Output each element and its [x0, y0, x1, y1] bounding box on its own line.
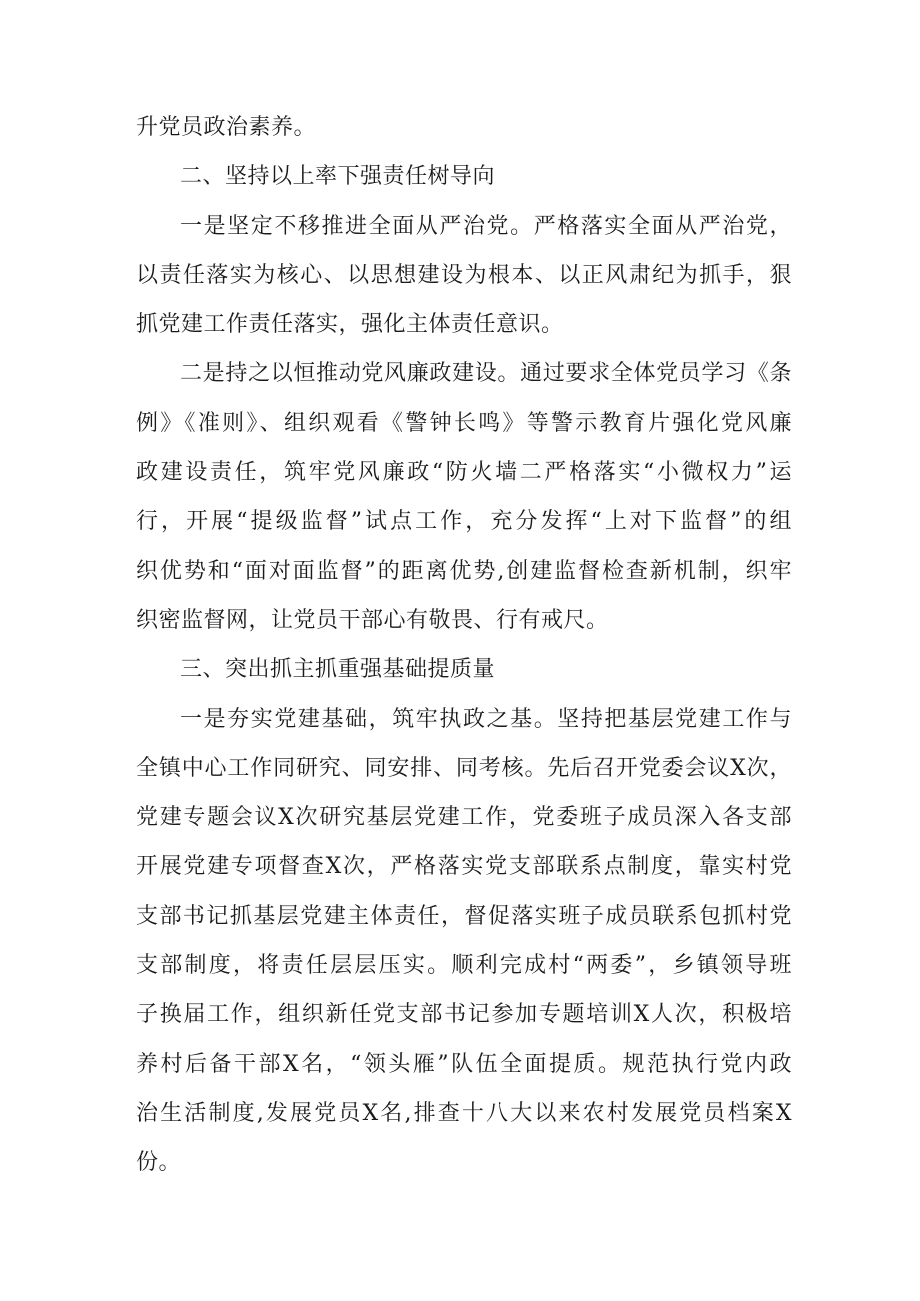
text-line: 二是持之以恒推动党风廉政建设。通过要求全体党员学习《条 — [180, 361, 792, 387]
text-line: 全镇中心工作同研究、同安排、同考核。先后召开党委会议X次， — [136, 755, 792, 781]
heading-text: 三、突出抓主抓重强基础提质量 — [180, 657, 496, 683]
paragraph-clean-governance — [136, 349, 792, 645]
text-line: 开展党建专项督查X次，严格落实党支部联系点制度，靠实村党 — [136, 854, 792, 880]
text-line: 份。 — [136, 1150, 182, 1176]
section-heading-3 — [136, 645, 792, 694]
text-line: 行，开展“提级监督”试点工作，充分发挥“上对下监督”的组 — [136, 509, 792, 535]
text-line: 党建专题会议X次研究基层党建工作，党委班子成员深入各支部 — [136, 805, 792, 831]
text-line: 升党员政治素养。 — [136, 115, 317, 140]
text-line: 例》《准则》、组织观看《警钟长鸣》等警示教育片强化党风廉 — [136, 410, 792, 436]
text-line: 以责任落实为核心、以思想建设为根本、以正风肃纪为抓手，狠 — [136, 262, 792, 288]
text-line: 治生活制度,发展党员X名,排查十八大以来农村发展党员档案X — [136, 1100, 792, 1126]
document-body — [136, 103, 792, 1188]
text-line: 支部书记抓基层党建主体责任，督促落实班子成员联系包抓村党 — [136, 903, 792, 929]
section-heading-2 — [136, 152, 792, 201]
text-line: 抓党建工作责任落实，强化主体责任意识。 — [136, 312, 564, 338]
text-line: 养村后备干部X名，“领头雁”队伍全面提质。规范执行党内政 — [136, 1051, 792, 1077]
text-line: 子换届工作，组织新任党支部书记参加专题培训X人次，积极培 — [136, 1002, 792, 1028]
paragraph-party-building-foundation — [136, 695, 792, 1188]
text-line: 织密监督网，让党员干部心有敬畏、行有戒尺。 — [136, 607, 609, 633]
text-line: 织优势和“面对面监督”的距离优势,创建监督检查新机制，织牢 — [136, 558, 792, 584]
heading-text: 二、坚持以上率下强责任树导向 — [180, 164, 496, 190]
text-line: 一是坚定不移推进全面从严治党。严格落实全面从严治党， — [180, 213, 792, 239]
text-line: 一是夯实党建基础，筑牢执政之基。坚持把基层党建工作与 — [180, 706, 792, 732]
paragraph-continuation — [136, 103, 792, 152]
text-line: 支部制度，将责任层层压实。顺利完成村“两委”，乡镇领导班 — [136, 953, 792, 979]
text-line: 政建设责任，筑牢党风廉政“防火墙二严格落实“小微权力”运 — [136, 460, 792, 486]
paragraph-strict-party-governance — [136, 202, 792, 350]
